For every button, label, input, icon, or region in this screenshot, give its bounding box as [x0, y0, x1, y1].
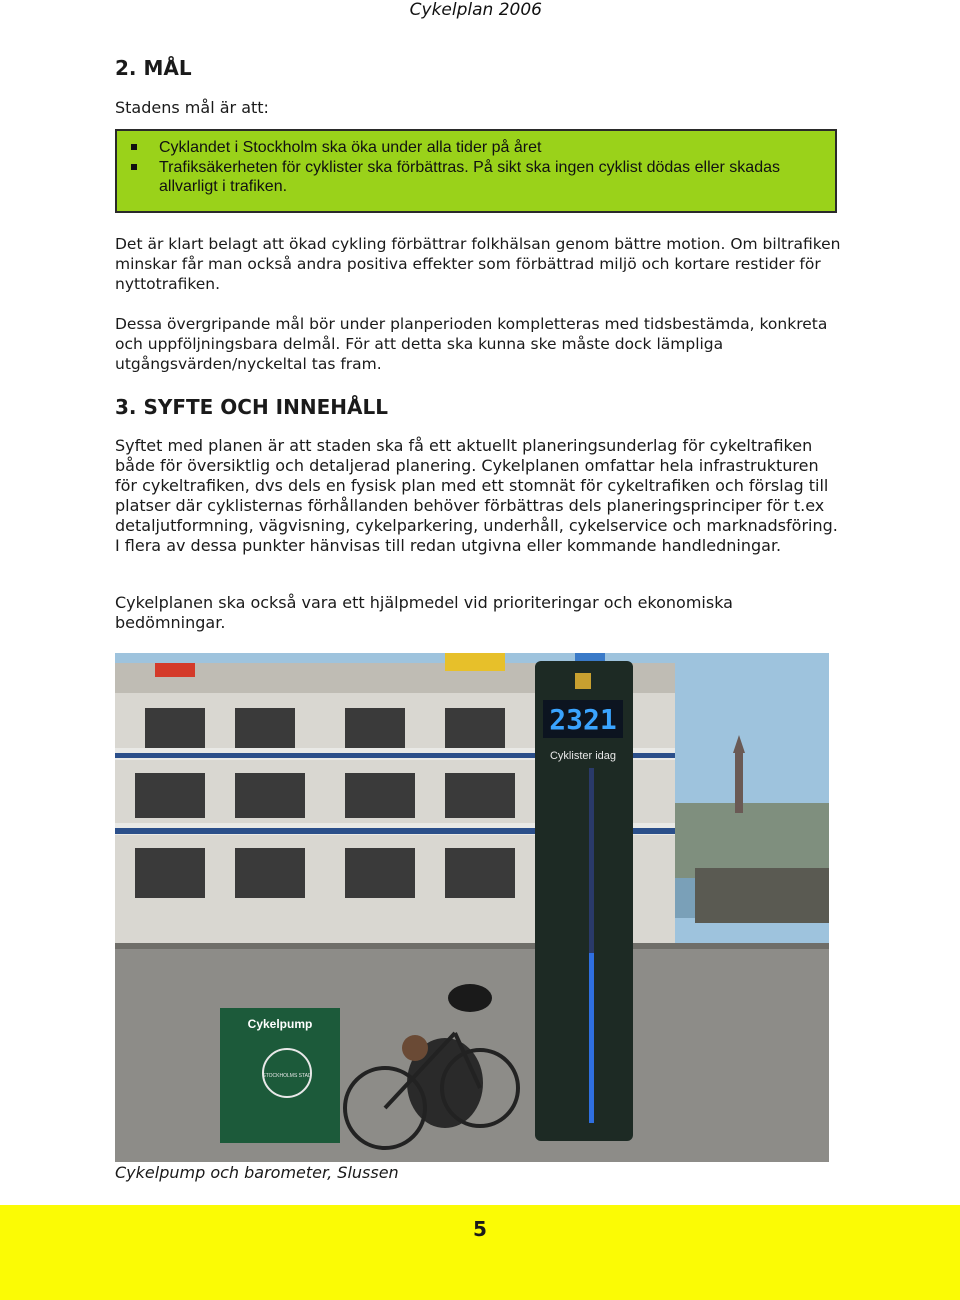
photo-caption: Cykelpump och barometer, Slussen — [115, 1163, 399, 1182]
subgoals-paragraph: Dessa övergripande mål bör under planperioden kompletteras med tidsbestämda, konkreta och uppföljningsbara delmål. För att detta ska kunna ske måste dock lämpliga utgångsvärden/nyckeltal tas fram. — [115, 315, 828, 373]
square-bullet-icon — [131, 144, 137, 150]
goal-item: Trafiksäkerheten för cyklister ska förbättras. På sikt ska ingen cyklist dödas eller skadas allvarligt i trafiken. — [129, 158, 825, 197]
goals-box — [115, 129, 837, 213]
goal-item: Cyklandet i Stockholm ska öka under alla tider på året — [129, 138, 825, 158]
photo-slussen — [115, 653, 829, 1162]
counter-label: Cyklister idag — [549, 750, 617, 762]
photo-illustration — [115, 653, 829, 1162]
goals-list — [129, 138, 825, 197]
health-paragraph: Det är klart belagt att ökad cykling förbättrar folkhälsan genom bättre motion. Om biltrafiken minskar får man också andra positiva effekter som förbättrad miljö och kortare restider för nyttotrafiken. — [115, 235, 841, 293]
running-header: Cykelplan 2006 — [409, 0, 542, 20]
goals-intro: Stadens mål är att: — [115, 98, 269, 117]
section-3-heading: 3. SYFTE OCH INNEHÅLL — [115, 395, 388, 419]
priority-paragraph: Cykelplanen ska också vara ett hjälpmedel vid prioriteringar och ekonomiska bedömningar. — [115, 593, 733, 632]
purpose-paragraph: Syftet med planen är att staden ska få ett aktuellt planeringsunderlag för cykeltrafiken både för översiktlig och detaljerad planering. Cykelplanen omfattar hela infrastrukturen för cykeltrafiken, dvs dels en fysisk plan med ett stomnät för cykeltrafiken och förslag till platser där cyklisternas förhållanden behöver förbättras dels planeringsprinciper för t.ex detaljutformning, vägvisning, cykelparkering, underhåll, cykelservice och marknadsföring. I flera av dessa punkter hänvisas till redan utgivna eller kommande handledningar. — [115, 436, 838, 555]
section-2-heading: 2. MÅL — [115, 56, 192, 80]
pump-seal-text: STOCKHOLMS STAD — [262, 1073, 312, 1079]
counter-display: 2321 — [549, 703, 617, 736]
pump-label: Cykelpump — [247, 1017, 313, 1031]
page-number: 5 — [473, 1217, 487, 1241]
square-bullet-icon — [131, 164, 137, 170]
